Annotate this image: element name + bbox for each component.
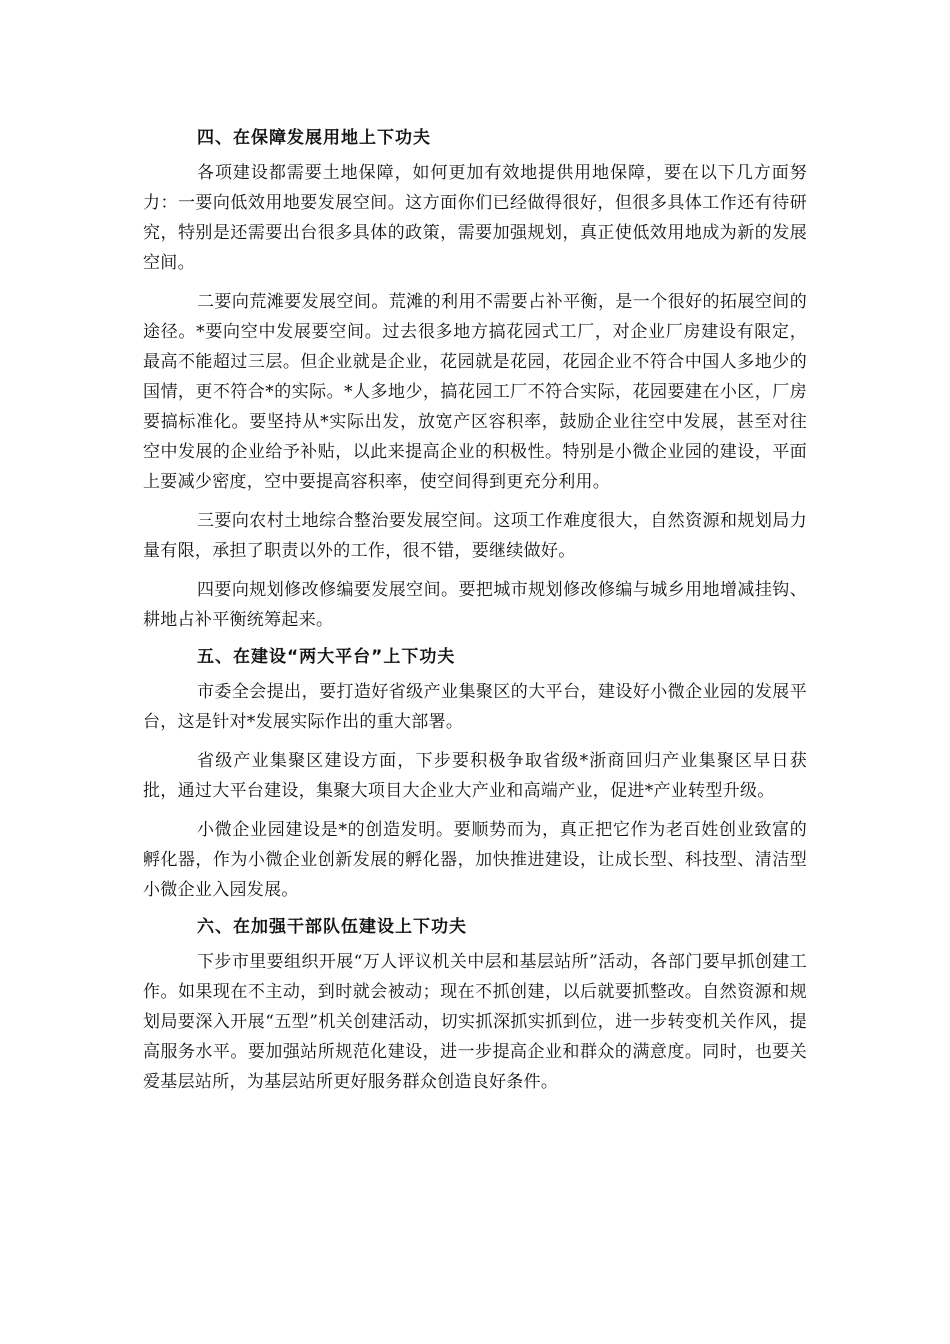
paragraph: 四要向规划修改修编要发展空间。要把城市规划修改修编与城乡用地增减挂钩、耕地占补平衡统筹起来。 (143, 580, 807, 630)
section-heading-6: 六、在加强干部队伍建设上下功夫 (197, 917, 467, 937)
paragraph: 市委全会提出，要打造好省级产业集聚区的大平台，建设好小微企业园的发展平台，这是针对*发展实际作出的重大部署。 (143, 682, 807, 732)
paragraph: 下步市里要组织开展“万人评议机关中层和基层站所”活动，各部门要早抓创建工作。如果现在不主动，到时就会被动；现在不抓创建，以后就要抓整改。自然资源和规划局要深入开展“五型”机关创建活动，切实抓深抓实抓到位，进一步转变机关作风，提高服务水平。要加强站所规范化建设，进一步提高企业和群众的满意度。同时，也要关爱基层站所，为基层站所更好服务群众创造良好条件。 (143, 952, 807, 1092)
document-body (143, 125, 807, 1106)
section-heading-5: 五、在建设“两大平台”上下功夫 (197, 647, 456, 667)
paragraph: 三要向农村土地综合整治要发展空间。这项工作难度很大，自然资源和规划局力量有限，承担了职责以外的工作，很不错，要继续做好。 (143, 511, 807, 561)
paragraph: 各项建设都需要土地保障，如何更加有效地提供用地保障，要在以下几方面努力：一要向低效用地要发展空间。这方面你们已经做得很好，但很多具体工作还有待研究，特别是还需要出台很多具体的政策，需要加强规划，真正使低效用地成为新的发展空间。 (143, 163, 807, 273)
paragraph: 省级产业集聚区建设方面，下步要积极争取省级*浙商回归产业集聚区早日获批，通过大平台建设，集聚大项目大企业大产业和高端产业，促进*产业转型升级。 (143, 751, 807, 801)
paragraph: 小微企业园建设是*的创造发明。要顺势而为，真正把它作为老百姓创业致富的孵化器，作为小微企业创新发展的孵化器，加快推进建设，让成长型、科技型、清洁型小微企业入园发展。 (143, 820, 807, 900)
paragraph: 二要向荒滩要发展空间。荒滩的利用不需要占补平衡，是一个很好的拓展空间的途径。*要向空中发展要空间。过去很多地方搞花园式工厂，对企业厂房建设有限定，最高不能超过三层。但企业就是企业，花园就是花园，花园企业不符合中国人多地少的国情，更不符合*的实际。*人多地少，搞花园工厂不符合实际，花园要建在小区，厂房要搞标准化。要坚持从*实际出发，放宽产区容积率，鼓励企业往空中发展，甚至对往空中发展的企业给予补贴，以此来提高企业的积极性。特别是小微企业园的建设，平面上要减少密度，空中要提高容积率，使空间得到更充分利用。 (143, 292, 807, 492)
section-heading-4: 四、在保障发展用地上下功夫 (197, 128, 431, 148)
